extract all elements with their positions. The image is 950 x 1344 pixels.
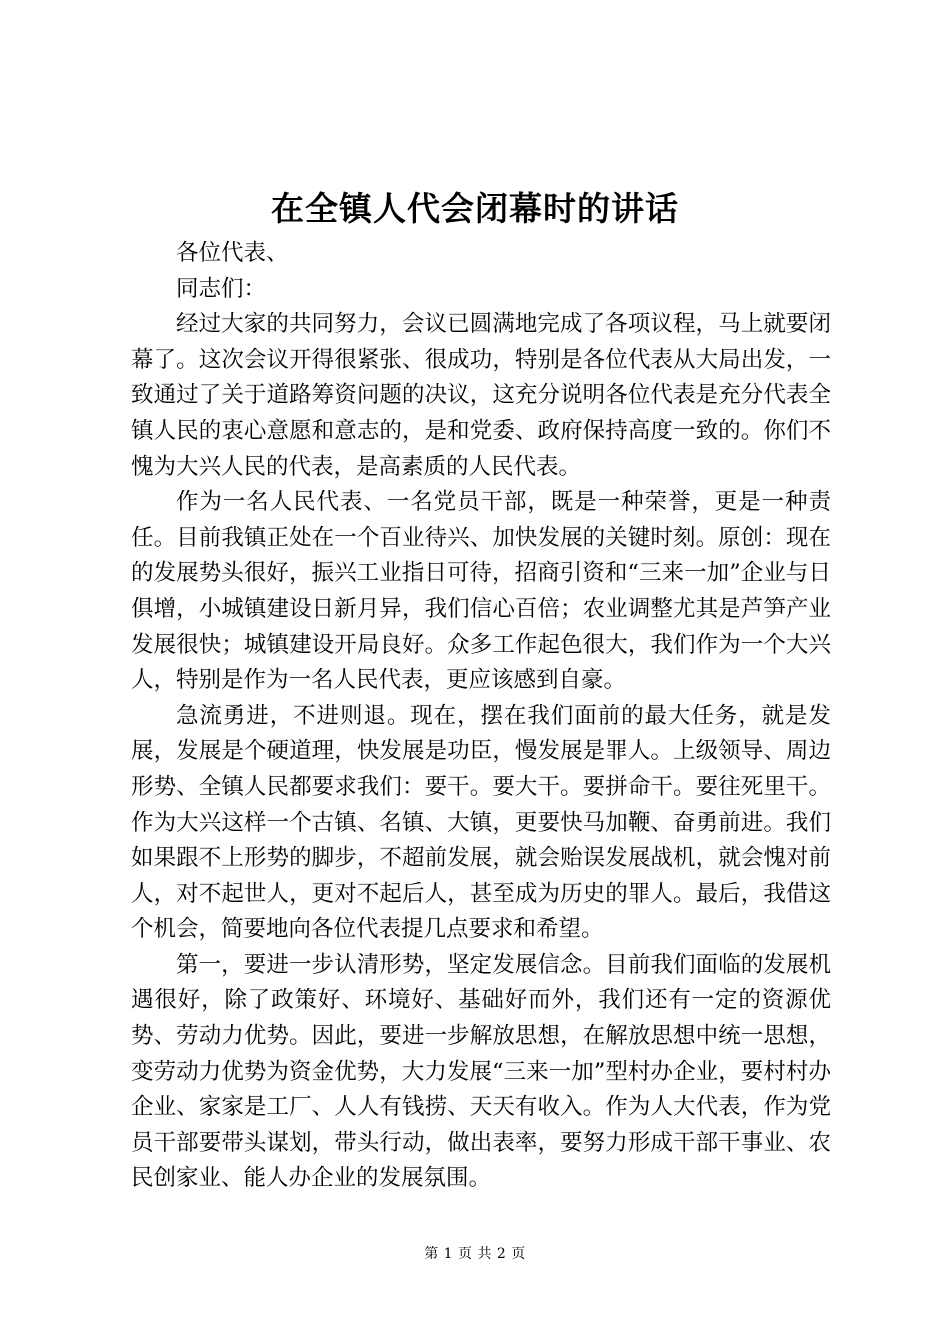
- body-paragraph: 经过大家的共同努力，会议已圆满地完成了各项议程，马上就要闭幕了。这次会议开得很紧张、很成功，特别是各位代表从大局出发，一致通过了关于道路筹资问题的决议，这充分说明各位代表是充分代表全镇人民的衷心意愿和意志的，是和党委、政府保持高度一致的。你们不愧为大兴人民的代表，是高素质的人民代表。: [131, 311, 831, 480]
- document-title: 在全镇人代会闭幕时的讲话: [271, 189, 679, 228]
- salutation-line: 同志们：: [176, 275, 267, 302]
- document-body: [131, 236, 831, 1197]
- body-paragraph: 作为一名人民代表、一名党员干部，既是一种荣誉，更是一种责任。目前我镇正处在一个百业待兴、加快发展的关键时刻。原创：现在的发展势头很好，振兴工业指日可待，招商引资和“三来一加”企业与日俱增，小城镇建设日新月异，我们信心百倍；农业调整尤其是芦笋产业发展很快；城镇建设开局良好。众多工作起色很大，我们作为一个大兴人，特别是作为一名人民代表，更应该感到自豪。: [131, 489, 831, 694]
- body-paragraph: 急流勇进，不进则退。现在，摆在我们面前的最大任务，就是发展，发展是个硬道理，快发展是功臣，慢发展是罪人。上级领导、周边形势、全镇人民都要求我们：要干。要大干。要拼命干。要往死里干。作为大兴这样一个古镇、名镇、大镇，更要快马加鞭、奋勇前进。我们如果跟不上形势的脚步，不超前发展，就会贻误发展战机，就会愧对前人，对不起世人，更对不起后人，甚至成为历史的罪人。最后，我借这个机会，简要地向各位代表提几点要求和希望。: [131, 702, 831, 943]
- page-footer: 第 1 页 共 2 页: [424, 1246, 526, 1262]
- body-paragraph: 第一，要进一步认清形势，坚定发展信念。目前我们面临的发展机遇很好，除了政策好、环境好、基础好而外，我们还有一定的资源优势、劳动力优势。因此，要进一步解放思想，在解放思想中统一思想，变劳动力优势为资金优势，大力发展“三来一加”型村办企业，要村村办企业、家家是工厂、人人有钱捞、天天有收入。作为人大代表，作为党员干部要带头谋划，带头行动，做出表率，要努力形成干部干事业、农民创家业、能人办企业的发展氛围。: [131, 951, 831, 1192]
- salutation-line: 各位代表、: [176, 240, 289, 266]
